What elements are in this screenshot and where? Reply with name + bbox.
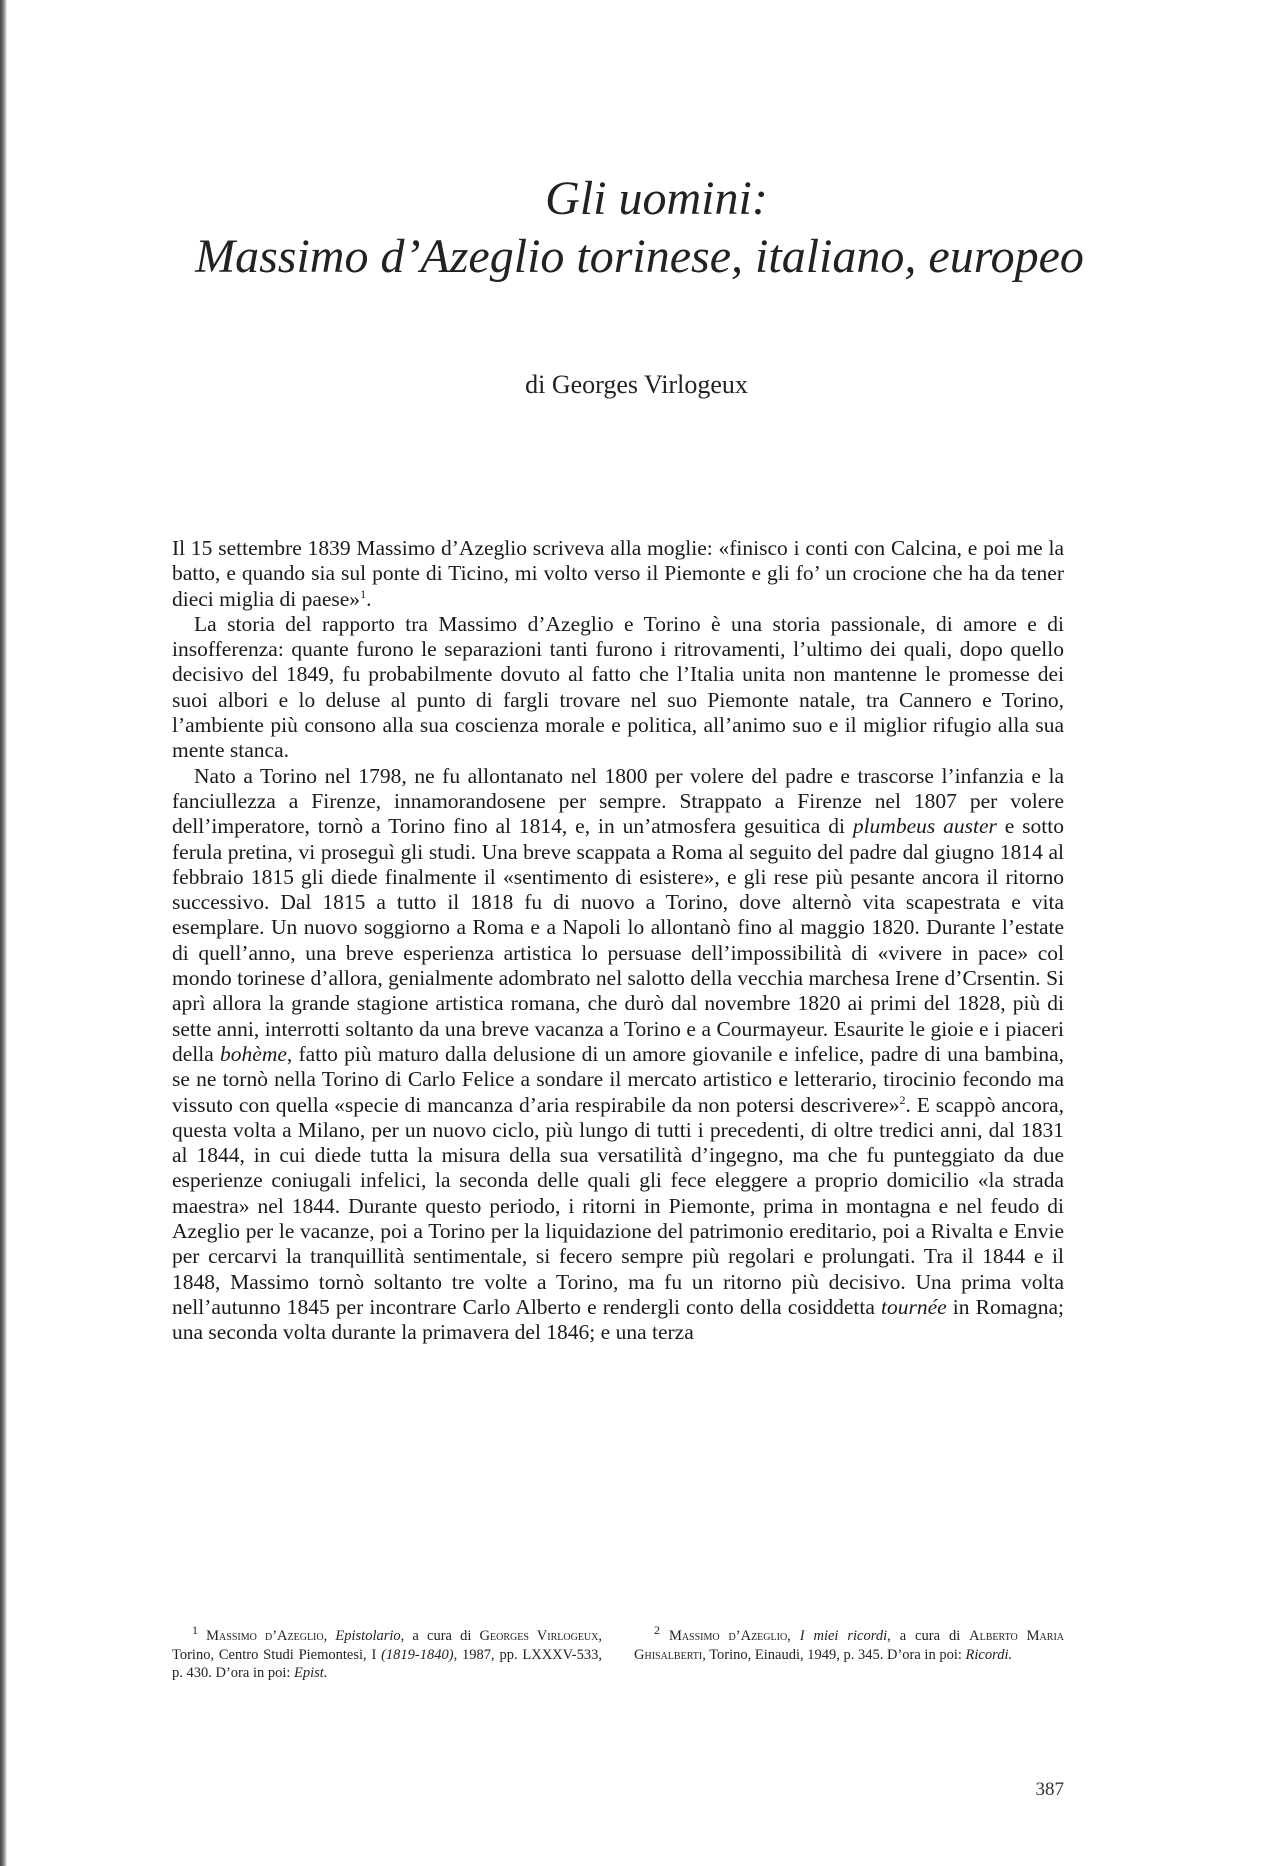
footnote-2-editor: Alberto Maria Ghisalberti <box>634 1628 1064 1663</box>
paragraph-3-text-a: Nato a Torino nel 1798, ne fu allontanato nel 1800 per volere del padre e trascorse l’infanzia e la fanciullezza a Firenze, innamorandosene per sempre. Strappato a Firenze nel 1807 per volere dell’imperatore, tornò a Torino fino al 1814, e, in un’atmosfera gesuitica di <box>172 763 1064 839</box>
footnote-2-number: 2 <box>654 1623 660 1638</box>
footnote-2-rest: , Torino, Einaudi, 1949, p. 345. D’ora in poi: <box>702 1646 966 1663</box>
title-line-1: Gli uomini: <box>545 172 768 225</box>
footnote-1-author: Massimo d’Azeglio <box>206 1628 324 1644</box>
paragraph-3-text-d: . E scappò ancora, questa volta a Milano, per un nuovo ciclo, più lungo di tutti i precedenti, di oltre tredici anni, dal 1831 al 1844, in cui diede tutta la misura della sua versatilità d’ingegno, ma che fu punteggiato da due esperienze coniugali infelici, la seconda delle quali gli fece eleggere a proprio domicilio «la strada maestra» nel 1844. Durante questo periodo, i ritorni in Piemonte, prima in montagna e nel feudo di Azeglio per le vacanze, poi a Torino per la liquidazione del patrimonio ereditario, poi a Rivalta e Envie per cercarvi la tranquillità sentimentale, si fecero sempre più regolari e prolungati. Tra il 1844 e il 1848, Massimo tornò soltanto tre volte a Torino, ma fu un ritorno più decisivo. Una prima volta nell’autunno 1845 per incontrare Carlo Alberto e rendergli conto della cosiddetta <box>172 1092 1065 1319</box>
footnote-2-work: I miei ricordi <box>799 1628 888 1644</box>
chapter-title <box>0 170 1273 286</box>
footnote-ref-1: 1 <box>360 586 367 601</box>
paragraph-3-text-e: in Romagna; una seconda volta durante la primavera del 1846; e una terza <box>172 1294 1064 1345</box>
footnotes <box>172 1623 1064 1683</box>
page-number: 387 <box>1035 1779 1064 1800</box>
footnote-1-years: (1819-1840) <box>381 1646 454 1663</box>
footnote-1-rest: , Torino, Centro Studi Piemontesi, I <box>172 1628 602 1663</box>
paragraph-2: La storia del rapporto tra Massimo d’Azeglio e Torino è una storia passionale, di amore e di insofferenza: quante furono le separazioni tanti furono i ritrovamenti, l’ultimo dei quali, dopo quello decisivo del 1849, fu probabilmente dovuto al fatto che l’Italia unita non mantenne le promesse dei suoi albori e lo deluse al punto di fargli trovare nel suo Piemonte natale, tra Cannero e Torino, l’ambiente più consono alla sua coscienza morale e politica, all’animo suo e il miglior rifugio alla sua mente stanca. <box>172 611 1064 763</box>
footnote-1-tail: , 1987, pp. LXXXV-533, p. 430. D’ora in poi: <box>172 1646 602 1681</box>
footnote-1-abbr: Epist. <box>294 1665 328 1681</box>
paragraph-1 <box>172 536 1064 612</box>
author-byline: di Georges Virlogeux <box>525 370 748 399</box>
footnote-1-work: Epistolario <box>335 1628 401 1644</box>
body-text <box>172 536 1064 1346</box>
footnote-1-sep: , <box>323 1628 336 1644</box>
paragraph-1-end: . <box>366 586 372 611</box>
footnote-2-mid: , a cura di <box>887 1628 970 1644</box>
italic-plumbeus-auster: plumbeus auster <box>852 814 997 839</box>
title-line-2: Massimo d’Azeglio torinese, italiano, europeo <box>195 230 1084 283</box>
paragraph-3 <box>172 764 1064 1346</box>
footnote-1-mid: , a cura di <box>400 1628 480 1644</box>
paragraph-1-text: Il 15 settembre 1839 Massimo d’Azeglio scriveva alla moglie: «finisco i conti con Calcina, e poi me la batto, e quando sia sul ponte di Ticino, mi volto verso il Piemonte e gli fo’ un crocione che ha da tener dieci miglia di paese» <box>172 536 1064 611</box>
footnote-1 <box>172 1623 602 1683</box>
footnote-1-editor: Georges Virlogeux <box>479 1628 599 1644</box>
footnote-2 <box>634 1623 1064 1683</box>
footnote-ref-2: 2 <box>899 1092 906 1107</box>
footnote-2-abbr: Ricordi. <box>965 1646 1013 1663</box>
footnote-1-number: 1 <box>192 1623 198 1638</box>
italic-tournee: tournée <box>881 1294 947 1319</box>
italic-boheme: bohème <box>220 1041 287 1066</box>
footnote-2-sep: , <box>787 1628 800 1644</box>
paragraph-3-text-c: , fatto più maturo dalla delusione di un amore giovanile e infelice, padre di una bambina, se ne tornò nella Torino di Carlo Felice a sondare il mercato artistico e letterario, tirocinio fecondo ma vissuto con quella «specie di mancanza d’aria respirabile da non potersi descrivere» <box>172 1041 1064 1117</box>
footnote-2-author: Massimo d’Azeglio <box>668 1628 788 1644</box>
paragraph-3-text-b: e sotto ferula pretina, vi proseguì gli studi. Una breve scappata a Roma al seguito del padre dal giugno 1814 al febbraio 1815 gli diede finalmente il «sentimento di esistere», e gli rese più pesante ancora il ritorno successivo. Dal 1815 a tutto il 1818 fu di nuovo a Torino, dove alternò vita scapestrata e vita esemplare. Un nuovo soggiorno a Roma e a Napoli lo allontanò fino al maggio 1820. Durante l’estate di quell’anno, una breve esperienza artistica lo persuase dell’impossibilità di «vivere in pace» col mondo torinese d’allora, genialmente adombrato nel salotto della vecchia marchesa Irene d’Crsentin. Si aprì allora la grande stagione artistica romana, che durò dal novembre 1820 ai primi del 1828, più di sette anni, interrotti soltanto da una breve vacanza a Torino e a Courmayeur. Esaurite le gioie e i piaceri della <box>172 814 1064 1066</box>
